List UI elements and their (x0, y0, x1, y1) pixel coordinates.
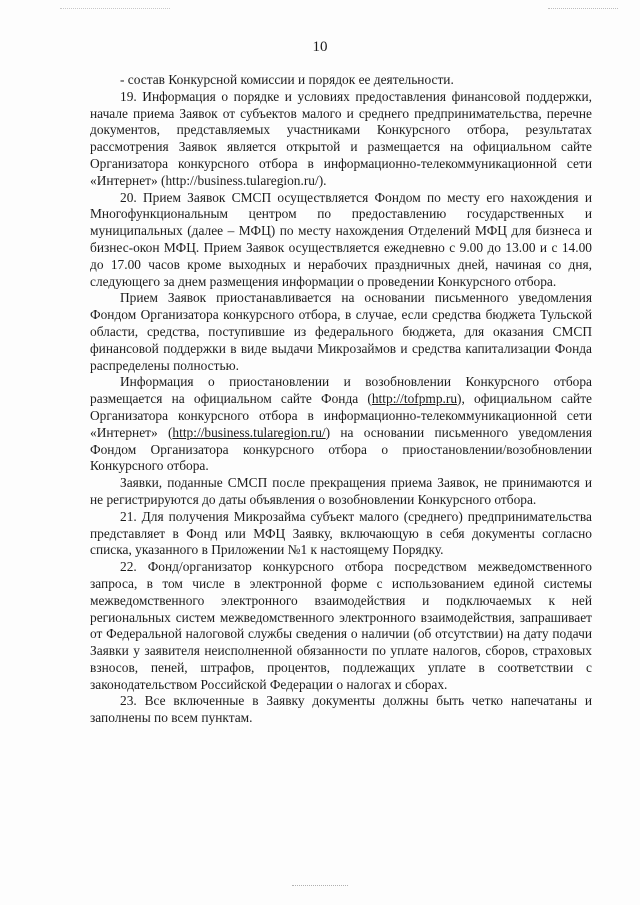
paragraph-text: ), официальном сайте Организатора конкурсного отбора в информационно-телекоммуникационной сети «Интернет» ( (90, 391, 592, 440)
fund-website-link[interactable]: http://tofpmp.ru (371, 391, 458, 407)
scan-artifact-top-left (60, 8, 170, 11)
organizer-website-link[interactable]: http://business.tularegion.ru/ (172, 424, 326, 440)
paragraph-21: 21. Для получения Микрозайма субъект малого (среднего) предпринимательства представляет в Фонд или МФЦ Заявку, включающую в себя документы согласно списка, указанного в Приложении №1 к настоящему Порядку. (90, 508, 592, 558)
paragraph-22: 22. Фонд/организатор конкурсного отбора посредством межведомственного запроса, в том числе в электронной форме с использованием единой системы межведомственного электронного взаимодействия и подключаемых к ней региональных систем межведомственного электронного взаимодействия, запрашивает от Федеральной налоговой службы сведения о наличии (об отсутствии) на дату подачи Заявки у заявителя неисполненной обязанности по уплате налогов, сборов, страховых взносов, пеней, штрафов, процентов, подлежащих уплате в соответствии с законодательством Российской Федерации о налогах и сборах. (90, 559, 592, 692)
paragraph-19: 19. Информация о порядке и условиях предоставления финансовой поддержки, начале приема Заявок от субъектов малого и среднего предпринимательства, перечне документов, представляемых участниками Конкурсного отбора, результатах рассмотрения Заявок является открытой и размещается на официальном сайте Организатора конкурсного отбора в информационно-телекоммуникационной сети «Интернет» (http://business.tularegion.ru/). (90, 88, 592, 188)
body-text (90, 72, 592, 727)
paragraph-20-information (90, 374, 592, 475)
paragraph-list-item: - состав Конкурсной комиссии и порядок ее деятельности. (120, 72, 454, 87)
scan-artifact-top-right (548, 8, 618, 11)
paragraph-20: 20. Прием Заявок СМСП осуществляется Фондом по месту его нахождения и Многофункциональным центром по предоставлению государственных и муниципальных (далее – МФЦ) по месту нахождения Отделений МФЦ для бизнеса и бизнес-окон МФЦ. Прием Заявок осуществляется ежедневно с 9.00 до 13.00 и с 14.00 до 17.00 часов кроме выходных и нерабочих праздничных дней, начиная со дня, следующего за днем размещения информации о проведении Конкурсного отбора. (90, 189, 592, 289)
paragraph-text: Информация о приостановлении и возобновлении Конкурсного отбора размещается на официальном сайте Фонда ( (90, 374, 592, 407)
scan-artifact-bottom (292, 885, 348, 888)
paragraph-20-late-applications: Заявки, поданные СМСП после прекращения приема Заявок, не принимаются и не регистрируются до даты объявления о возобновлении Конкурсного отбора. (90, 475, 592, 507)
paragraph-text: ) на основании письменного уведомления Фондом Организатора конкурсного отбора о приостановлении/возобновлении Конкурсного отбора. (90, 424, 592, 474)
page-number: 10 (312, 39, 328, 55)
paragraph-23: 23. Все включенные в Заявку документы должны быть четко напечатаны и заполнены по всем пунктам. (90, 693, 592, 726)
paragraph-20-suspension: Прием Заявок приостанавливается на основании письменного уведомления Фондом Организатора конкурсного отбора, в случае, если средства бюджета Тульской области, средства, поступившие из федерального бюджета, для оказания СМСП финансовой поддержки в виде выдачи Микрозаймов и средства капитализации Фонда распределены полностью. (90, 290, 592, 373)
